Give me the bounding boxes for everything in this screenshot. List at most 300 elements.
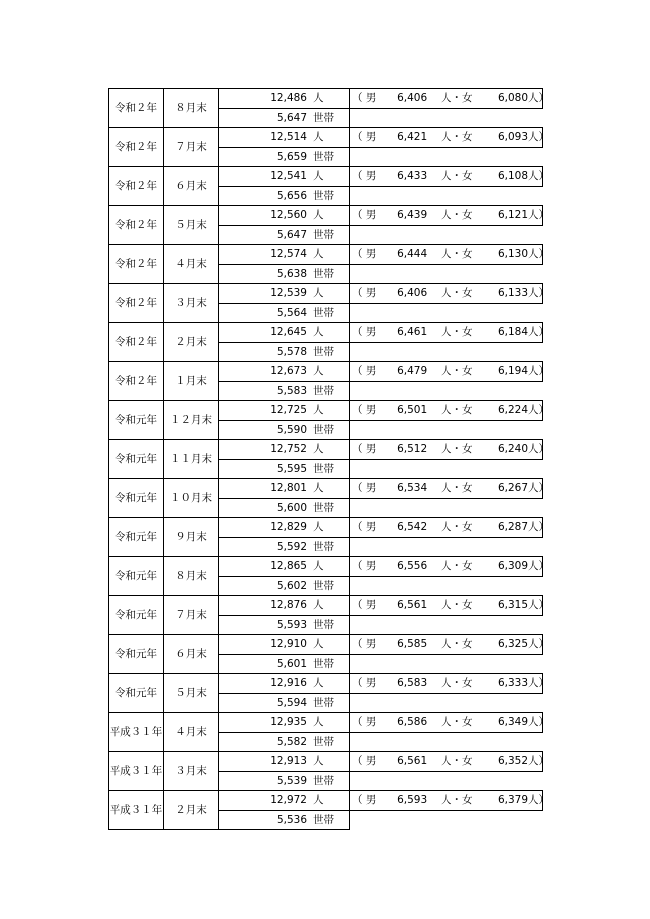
female-count: 6,379 xyxy=(497,794,528,807)
person-unit: 人 xyxy=(313,92,324,105)
close-unit: 人） xyxy=(528,677,549,690)
households-cell xyxy=(219,381,350,401)
gender-breakdown-cell xyxy=(350,752,549,772)
empty-cell xyxy=(350,654,543,674)
female-count: 6,325 xyxy=(497,638,528,651)
person-unit: 人 xyxy=(313,521,324,534)
empty-cell xyxy=(350,693,543,713)
gender-breakdown-cell xyxy=(350,440,549,460)
month-cell: １０月末 xyxy=(164,479,219,518)
female-count: 6,240 xyxy=(497,443,528,456)
total-population-value: 12,801 xyxy=(270,482,307,495)
empty-cell xyxy=(350,459,543,479)
era-cell: 令和２年 xyxy=(109,284,164,323)
total-population-cell xyxy=(219,89,350,109)
female-separator: 人・女 xyxy=(441,326,473,339)
gender-breakdown-cell xyxy=(350,167,549,187)
era-cell: 令和２年 xyxy=(109,206,164,245)
person-unit: 人 xyxy=(313,170,324,183)
households-cell xyxy=(219,732,350,752)
gender-breakdown-cell xyxy=(350,323,549,343)
households-cell xyxy=(219,303,350,323)
female-count: 6,093 xyxy=(497,131,528,144)
gender-breakdown-cell xyxy=(350,245,549,265)
month-cell: ５月末 xyxy=(164,674,219,713)
close-unit: 人） xyxy=(528,560,549,573)
person-unit: 人 xyxy=(313,365,324,378)
households-cell xyxy=(219,459,350,479)
female-count: 6,080 xyxy=(497,92,528,105)
close-unit: 人） xyxy=(528,443,549,456)
era-cell: 令和２年 xyxy=(109,89,164,128)
total-population-cell xyxy=(219,557,350,577)
households-cell xyxy=(219,498,350,518)
household-unit: 世帯 xyxy=(313,696,334,709)
female-count: 6,352 xyxy=(497,755,528,768)
male-label: 男 xyxy=(365,248,377,261)
close-unit: 人） xyxy=(528,521,549,534)
era-cell: 令和元年 xyxy=(109,518,164,557)
male-label: 男 xyxy=(365,443,377,456)
open-paren: （ xyxy=(352,677,363,690)
household-unit: 世帯 xyxy=(313,423,334,436)
table-row xyxy=(109,635,543,655)
person-unit: 人 xyxy=(313,131,324,144)
total-population-value: 12,752 xyxy=(270,443,307,456)
close-unit: 人） xyxy=(528,404,549,417)
female-count: 6,349 xyxy=(497,716,528,729)
total-population-cell xyxy=(219,479,350,499)
total-population-value: 12,486 xyxy=(270,92,307,105)
female-count: 6,267 xyxy=(497,482,528,495)
households-value: 5,659 xyxy=(276,150,307,163)
households-cell xyxy=(219,693,350,713)
female-separator: 人・女 xyxy=(441,287,473,300)
table-row xyxy=(109,440,543,460)
table-row xyxy=(109,791,543,811)
empty-cell xyxy=(350,420,543,440)
female-count: 6,224 xyxy=(497,404,528,417)
gender-breakdown-cell xyxy=(350,674,549,694)
male-count: 6,421 xyxy=(397,131,428,144)
table-row xyxy=(109,596,543,616)
person-unit: 人 xyxy=(313,794,324,807)
male-count: 6,556 xyxy=(397,560,428,573)
open-paren: （ xyxy=(352,755,363,768)
era-cell: 令和２年 xyxy=(109,245,164,284)
female-count: 6,133 xyxy=(497,287,528,300)
empty-cell xyxy=(350,147,543,167)
table-row xyxy=(109,362,543,382)
open-paren: （ xyxy=(352,404,363,417)
table-row xyxy=(109,284,543,304)
female-separator: 人・女 xyxy=(441,170,473,183)
close-unit: 人） xyxy=(528,209,549,222)
month-cell: ２月末 xyxy=(164,323,219,362)
gender-breakdown-cell xyxy=(350,557,549,577)
male-count: 6,586 xyxy=(397,716,428,729)
person-unit: 人 xyxy=(313,248,324,261)
household-unit: 世帯 xyxy=(313,774,334,787)
total-population-value: 12,916 xyxy=(270,677,307,690)
open-paren: （ xyxy=(352,794,363,807)
month-cell: ２月末 xyxy=(164,791,219,830)
female-separator: 人・女 xyxy=(441,443,473,456)
female-separator: 人・女 xyxy=(441,521,473,534)
empty-cell xyxy=(350,225,543,245)
person-unit: 人 xyxy=(313,677,324,690)
male-label: 男 xyxy=(365,638,377,651)
female-count: 6,108 xyxy=(497,170,528,183)
household-unit: 世帯 xyxy=(313,735,334,748)
open-paren: （ xyxy=(352,92,363,105)
month-cell: ５月末 xyxy=(164,206,219,245)
households-value: 5,602 xyxy=(276,579,307,592)
close-unit: 人） xyxy=(528,287,549,300)
month-cell: １１月末 xyxy=(164,440,219,479)
month-cell: ６月末 xyxy=(164,635,219,674)
table-row xyxy=(109,752,543,772)
close-unit: 人） xyxy=(528,482,549,495)
total-population-value: 12,972 xyxy=(270,794,307,807)
male-label: 男 xyxy=(365,209,377,222)
era-cell: 平成３１年 xyxy=(109,791,164,830)
person-unit: 人 xyxy=(313,287,324,300)
households-cell xyxy=(219,225,350,245)
household-unit: 世帯 xyxy=(313,189,334,202)
household-unit: 世帯 xyxy=(313,579,334,592)
female-separator: 人・女 xyxy=(441,131,473,144)
month-cell: ７月末 xyxy=(164,128,219,167)
households-cell xyxy=(219,576,350,596)
total-population-cell xyxy=(219,752,350,772)
households-cell xyxy=(219,420,350,440)
households-value: 5,594 xyxy=(276,696,307,709)
person-unit: 人 xyxy=(313,560,324,573)
total-population-cell xyxy=(219,713,350,733)
households-cell xyxy=(219,537,350,557)
total-population-value: 12,935 xyxy=(270,716,307,729)
open-paren: （ xyxy=(352,638,363,651)
male-label: 男 xyxy=(365,560,377,573)
total-population-cell xyxy=(219,674,350,694)
gender-breakdown-cell xyxy=(350,479,549,499)
total-population-cell xyxy=(219,518,350,538)
empty-cell xyxy=(350,303,543,323)
male-label: 男 xyxy=(365,482,377,495)
female-separator: 人・女 xyxy=(441,755,473,768)
person-unit: 人 xyxy=(313,716,324,729)
table-row xyxy=(109,89,543,109)
month-cell: ４月末 xyxy=(164,713,219,752)
total-population-cell xyxy=(219,362,350,382)
gender-breakdown-cell xyxy=(350,89,549,109)
empty-cell xyxy=(350,498,543,518)
gender-breakdown-cell xyxy=(350,401,549,421)
male-count: 6,561 xyxy=(397,599,428,612)
era-cell: 令和２年 xyxy=(109,362,164,401)
month-cell: ６月末 xyxy=(164,167,219,206)
female-count: 6,121 xyxy=(497,209,528,222)
female-separator: 人・女 xyxy=(441,638,473,651)
era-cell: 令和元年 xyxy=(109,596,164,635)
empty-cell xyxy=(350,576,543,596)
empty-cell xyxy=(350,381,543,401)
close-unit: 人） xyxy=(528,131,549,144)
households-value: 5,536 xyxy=(276,813,307,826)
household-unit: 世帯 xyxy=(313,306,334,319)
households-value: 5,593 xyxy=(276,618,307,631)
female-count: 6,287 xyxy=(497,521,528,534)
households-cell xyxy=(219,771,350,791)
male-label: 男 xyxy=(365,404,377,417)
households-cell xyxy=(219,186,350,206)
household-unit: 世帯 xyxy=(313,618,334,631)
households-cell xyxy=(219,108,350,128)
female-count: 6,194 xyxy=(497,365,528,378)
household-unit: 世帯 xyxy=(313,813,334,826)
gender-breakdown-cell xyxy=(350,284,549,304)
households-cell xyxy=(219,264,350,284)
total-population-value: 12,560 xyxy=(270,209,307,222)
table-row xyxy=(109,401,543,421)
close-unit: 人） xyxy=(528,599,549,612)
total-population-value: 12,910 xyxy=(270,638,307,651)
male-label: 男 xyxy=(365,521,377,534)
male-count: 6,542 xyxy=(397,521,428,534)
households-value: 5,638 xyxy=(276,267,307,280)
male-count: 6,444 xyxy=(397,248,428,261)
open-paren: （ xyxy=(352,170,363,183)
population-table-body xyxy=(109,89,549,830)
total-population-value: 12,725 xyxy=(270,404,307,417)
era-cell: 令和元年 xyxy=(109,440,164,479)
female-count: 6,333 xyxy=(497,677,528,690)
empty-cell xyxy=(350,810,543,830)
gender-breakdown-cell xyxy=(350,713,549,733)
open-paren: （ xyxy=(352,716,363,729)
male-count: 6,461 xyxy=(397,326,428,339)
male-count: 6,406 xyxy=(397,287,428,300)
era-cell: 令和元年 xyxy=(109,557,164,596)
total-population-cell xyxy=(219,128,350,148)
open-paren: （ xyxy=(352,443,363,456)
close-unit: 人） xyxy=(528,248,549,261)
household-unit: 世帯 xyxy=(313,462,334,475)
era-cell: 令和２年 xyxy=(109,167,164,206)
households-value: 5,647 xyxy=(276,228,307,241)
open-paren: （ xyxy=(352,599,363,612)
households-cell xyxy=(219,615,350,635)
household-unit: 世帯 xyxy=(313,150,334,163)
open-paren: （ xyxy=(352,287,363,300)
era-cell: 令和元年 xyxy=(109,635,164,674)
male-count: 6,406 xyxy=(397,92,428,105)
male-count: 6,534 xyxy=(397,482,428,495)
open-paren: （ xyxy=(352,248,363,261)
close-unit: 人） xyxy=(528,755,549,768)
total-population-cell xyxy=(219,635,350,655)
total-population-value: 12,829 xyxy=(270,521,307,534)
era-cell: 平成３１年 xyxy=(109,752,164,791)
table-row xyxy=(109,518,543,538)
empty-cell xyxy=(350,108,543,128)
person-unit: 人 xyxy=(313,638,324,651)
male-count: 6,561 xyxy=(397,755,428,768)
households-value: 5,601 xyxy=(276,657,307,670)
household-unit: 世帯 xyxy=(313,267,334,280)
close-unit: 人） xyxy=(528,170,549,183)
person-unit: 人 xyxy=(313,482,324,495)
total-population-cell xyxy=(219,791,350,811)
male-label: 男 xyxy=(365,599,377,612)
households-cell xyxy=(219,810,350,830)
empty-cell xyxy=(350,186,543,206)
era-cell: 令和元年 xyxy=(109,674,164,713)
close-unit: 人） xyxy=(528,794,549,807)
person-unit: 人 xyxy=(313,443,324,456)
era-cell: 令和元年 xyxy=(109,479,164,518)
era-cell: 令和２年 xyxy=(109,128,164,167)
gender-breakdown-cell xyxy=(350,596,549,616)
households-value: 5,600 xyxy=(276,501,307,514)
empty-cell xyxy=(350,615,543,635)
households-value: 5,583 xyxy=(276,384,307,397)
male-count: 6,583 xyxy=(397,677,428,690)
total-population-cell xyxy=(219,440,350,460)
month-cell: ７月末 xyxy=(164,596,219,635)
close-unit: 人） xyxy=(528,716,549,729)
total-population-cell xyxy=(219,167,350,187)
total-population-cell xyxy=(219,401,350,421)
table-row xyxy=(109,167,543,187)
empty-cell xyxy=(350,732,543,752)
gender-breakdown-cell xyxy=(350,635,549,655)
open-paren: （ xyxy=(352,521,363,534)
male-label: 男 xyxy=(365,677,377,690)
table-row xyxy=(109,557,543,577)
households-cell xyxy=(219,342,350,362)
month-cell: ３月末 xyxy=(164,752,219,791)
gender-breakdown-cell xyxy=(350,791,549,811)
female-separator: 人・女 xyxy=(441,209,473,222)
households-value: 5,592 xyxy=(276,540,307,553)
total-population-cell xyxy=(219,323,350,343)
female-separator: 人・女 xyxy=(441,92,473,105)
total-population-value: 12,913 xyxy=(270,755,307,768)
female-separator: 人・女 xyxy=(441,560,473,573)
female-count: 6,315 xyxy=(497,599,528,612)
households-cell xyxy=(219,654,350,674)
household-unit: 世帯 xyxy=(313,345,334,358)
female-separator: 人・女 xyxy=(441,794,473,807)
female-separator: 人・女 xyxy=(441,482,473,495)
month-cell: ４月末 xyxy=(164,245,219,284)
male-label: 男 xyxy=(365,755,377,768)
male-count: 6,433 xyxy=(397,170,428,183)
male-label: 男 xyxy=(365,794,377,807)
era-cell: 平成３１年 xyxy=(109,713,164,752)
total-population-value: 12,541 xyxy=(270,170,307,183)
households-value: 5,582 xyxy=(276,735,307,748)
male-label: 男 xyxy=(365,365,377,378)
gender-breakdown-cell xyxy=(350,128,549,148)
male-count: 6,585 xyxy=(397,638,428,651)
month-cell: ８月末 xyxy=(164,89,219,128)
gender-breakdown-cell xyxy=(350,518,549,538)
person-unit: 人 xyxy=(313,755,324,768)
gender-breakdown-cell xyxy=(350,206,549,226)
households-value: 5,539 xyxy=(276,774,307,787)
population-table xyxy=(108,88,549,830)
month-cell: ８月末 xyxy=(164,557,219,596)
total-population-value: 12,876 xyxy=(270,599,307,612)
month-cell: １月末 xyxy=(164,362,219,401)
person-unit: 人 xyxy=(313,404,324,417)
total-population-cell xyxy=(219,596,350,616)
male-label: 男 xyxy=(365,287,377,300)
households-value: 5,564 xyxy=(276,306,307,319)
open-paren: （ xyxy=(352,365,363,378)
female-separator: 人・女 xyxy=(441,599,473,612)
person-unit: 人 xyxy=(313,326,324,339)
era-cell: 令和２年 xyxy=(109,323,164,362)
close-unit: 人） xyxy=(528,92,549,105)
month-cell: １２月末 xyxy=(164,401,219,440)
table-row xyxy=(109,323,543,343)
person-unit: 人 xyxy=(313,599,324,612)
households-value: 5,647 xyxy=(276,111,307,124)
empty-cell xyxy=(350,771,543,791)
households-value: 5,656 xyxy=(276,189,307,202)
total-population-cell xyxy=(219,245,350,265)
total-population-value: 12,645 xyxy=(270,326,307,339)
close-unit: 人） xyxy=(528,326,549,339)
total-population-value: 12,574 xyxy=(270,248,307,261)
household-unit: 世帯 xyxy=(313,228,334,241)
table-row xyxy=(109,245,543,265)
open-paren: （ xyxy=(352,482,363,495)
era-cell: 令和元年 xyxy=(109,401,164,440)
male-count: 6,479 xyxy=(397,365,428,378)
male-count: 6,501 xyxy=(397,404,428,417)
male-count: 6,593 xyxy=(397,794,428,807)
male-label: 男 xyxy=(365,131,377,144)
male-label: 男 xyxy=(365,326,377,339)
female-separator: 人・女 xyxy=(441,404,473,417)
female-separator: 人・女 xyxy=(441,248,473,261)
households-value: 5,595 xyxy=(276,462,307,475)
female-separator: 人・女 xyxy=(441,716,473,729)
total-population-value: 12,865 xyxy=(270,560,307,573)
male-label: 男 xyxy=(365,170,377,183)
close-unit: 人） xyxy=(528,365,549,378)
household-unit: 世帯 xyxy=(313,501,334,514)
month-cell: ３月末 xyxy=(164,284,219,323)
household-unit: 世帯 xyxy=(313,657,334,670)
open-paren: （ xyxy=(352,209,363,222)
household-unit: 世帯 xyxy=(313,540,334,553)
male-label: 男 xyxy=(365,716,377,729)
female-separator: 人・女 xyxy=(441,677,473,690)
gender-breakdown-cell xyxy=(350,362,549,382)
table-row xyxy=(109,206,543,226)
open-paren: （ xyxy=(352,326,363,339)
female-count: 6,184 xyxy=(497,326,528,339)
total-population-value: 12,514 xyxy=(270,131,307,144)
total-population-value: 12,539 xyxy=(270,287,307,300)
month-cell: ９月末 xyxy=(164,518,219,557)
